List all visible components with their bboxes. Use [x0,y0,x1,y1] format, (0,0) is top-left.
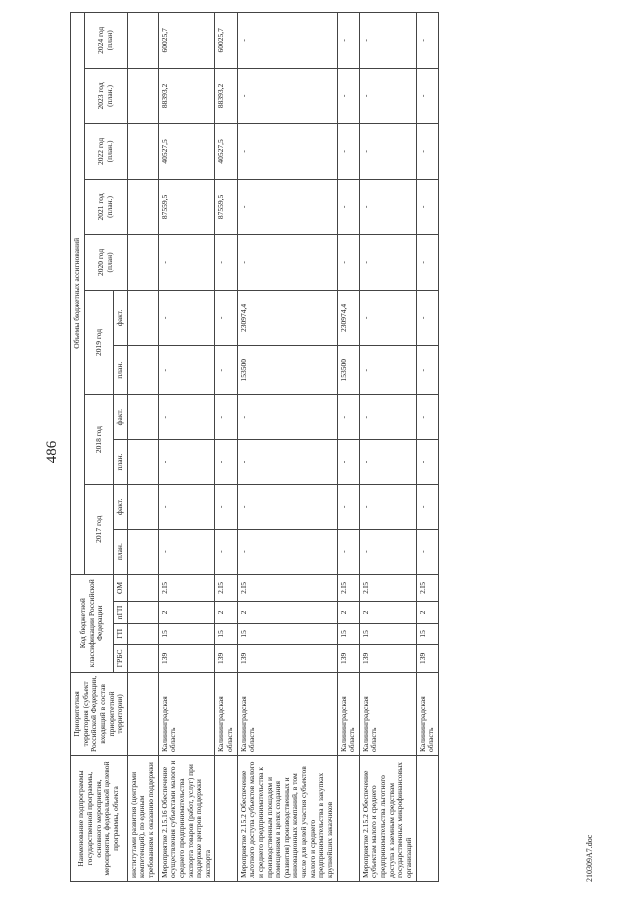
cell-value: - [158,484,215,529]
cell-value: - [416,440,438,485]
cell-value [127,290,158,346]
cell-value: - [416,529,438,574]
cell-name [337,756,359,882]
cell-territory: Калининградская область [158,672,215,755]
budget-table [70,12,439,882]
header-2019-fact: факт. [114,290,128,346]
cell-value: - [359,484,416,529]
cell-name [215,756,237,882]
cell-grbs: 139 [416,645,438,673]
cell-value: - [158,395,215,440]
cell-value: - [215,235,237,291]
header-2021: 2021 год (план.) [84,179,127,235]
header-grbs: ГРБС [114,645,128,673]
cell-value [127,124,158,180]
cell-om: 2.I5 [237,574,337,602]
cell-pgp: 2 [337,602,359,623]
cell-value: - [337,124,359,180]
cell-value: - [237,235,337,291]
cell-gp: 15 [215,623,237,644]
cell-value: - [416,395,438,440]
cell-value: - [359,68,416,124]
cell-name: Мероприятие 2.15.2 Обеспечение льготного доступа субъектов малого и среднего предпринимательства к производственным площадям и помещениям в целях создания (развития) производственных и инновационных компаний, в том числе для целей участия субъектов малого и среднего предпринимательства в закупках крупнейших заказчиков [237,756,337,882]
table-row [337,13,359,882]
cell-value: - [359,529,416,574]
footer-filename: 210309A7.doc [585,834,594,882]
cell-value: - [416,484,438,529]
cell-value: 60025,7 [215,13,237,69]
cell-gp: 15 [416,623,438,644]
document-page [40,2,600,902]
cell-pgp: 2 [237,602,337,623]
header-pgp: пГП [114,602,128,623]
cell-om: 2.I5 [158,574,215,602]
cell-value: - [215,346,237,395]
table-body [127,13,438,882]
header-2024: 2024 год (план) [84,13,127,69]
cell-grbs: 139 [359,645,416,673]
cell-value [127,440,158,485]
cell-value: 40527,5 [158,124,215,180]
cell-value: 153500 [337,346,359,395]
cell-territory [127,672,158,755]
cell-value: - [158,440,215,485]
cell-value: 88393,2 [158,68,215,124]
cell-pgp: 2 [158,602,215,623]
cell-value: 230974,4 [237,290,337,346]
cell-value: 88393,2 [215,68,237,124]
header-2017-fact: факт. [114,484,128,529]
cell-value: - [215,440,237,485]
cell-territory: Калининградская область [337,672,359,755]
table-row [215,13,237,882]
header-volumes: Объемы бюджетных ассигнований [71,13,85,575]
cell-value: - [416,346,438,395]
cell-value: - [416,290,438,346]
cell-value: - [337,529,359,574]
cell-value: 153500 [237,346,337,395]
table-header [71,13,128,882]
table-row [158,13,215,882]
cell-value [127,346,158,395]
header-2020: 2020 год (план) [84,235,127,291]
cell-grbs: 139 [337,645,359,673]
cell-value: 230974,4 [337,290,359,346]
cell-value: - [359,440,416,485]
table-row [237,13,337,882]
header-territory: Приоритетная территория (субъект Российской Федерации, входящий в состав приоритетной территории) [71,672,128,755]
cell-value: - [237,124,337,180]
cell-value: - [359,179,416,235]
cell-value: - [158,235,215,291]
table-row [127,13,158,882]
cell-value [127,68,158,124]
cell-value: - [416,235,438,291]
cell-om: 2.I5 [359,574,416,602]
cell-territory: Калининградская область [416,672,438,755]
cell-pgp [127,602,158,623]
cell-om [127,574,158,602]
cell-value: - [237,529,337,574]
cell-value [127,179,158,235]
cell-value: - [416,124,438,180]
cell-territory: Калининградская область [215,672,237,755]
cell-name: Мероприятие 2.15.2 Обеспечение субъектам малого и среднего предпринимательства льготного доступа к заемным средствам государственных микрофинансовых организаций [359,756,416,882]
cell-om: 2.I5 [215,574,237,602]
header-2019: 2019 год [84,290,114,395]
cell-value [127,529,158,574]
cell-value: - [237,179,337,235]
cell-value: - [158,346,215,395]
cell-value: - [215,529,237,574]
cell-value: - [237,68,337,124]
cell-value: - [359,290,416,346]
cell-value: - [237,440,337,485]
cell-value: - [337,484,359,529]
table-row [416,13,438,882]
cell-gp [127,623,158,644]
cell-territory: Калининградская область [359,672,416,755]
cell-value: 87559,5 [158,179,215,235]
cell-om: 2.I5 [337,574,359,602]
header-2022: 2022 год (план.) [84,124,127,180]
cell-value: - [337,440,359,485]
header-2017-plan: план. [114,529,128,574]
header-2018-fact: факт. [114,395,128,440]
cell-om: 2.I5 [416,574,438,602]
cell-pgp: 2 [215,602,237,623]
cell-value: - [158,290,215,346]
cell-value: - [416,13,438,69]
header-2018-plan: план. [114,440,128,485]
cell-value: - [359,13,416,69]
cell-value: - [337,235,359,291]
cell-gp: 15 [337,623,359,644]
cell-value: - [215,395,237,440]
cell-value: - [237,395,337,440]
cell-value [127,235,158,291]
cell-grbs: 139 [158,645,215,673]
cell-grbs: 139 [237,645,337,673]
cell-value: 40527,5 [215,124,237,180]
cell-territory: Калининградская область [237,672,337,755]
page-number: 486 [44,440,60,464]
header-gp: ГП [114,623,128,644]
cell-value: - [237,13,337,69]
cell-grbs [127,645,158,673]
cell-name [416,756,438,882]
cell-value [127,395,158,440]
cell-value: - [416,179,438,235]
cell-pgp: 2 [359,602,416,623]
cell-name: институтами развития (центрами компетенций), по единым требованиям к оказанию поддержки [127,756,158,882]
cell-pgp: 2 [416,602,438,623]
header-2017: 2017 год [84,484,114,574]
header-kbk: Код бюджетной классификации Российской Федерации [71,574,114,672]
cell-value: - [215,290,237,346]
cell-gp: 15 [359,623,416,644]
cell-grbs: 139 [215,645,237,673]
cell-value [127,484,158,529]
header-om: ОМ [114,574,128,602]
cell-value: - [237,484,337,529]
header-2023: 2023 год (план.) [84,68,127,124]
header-name: Наименование подпрограммы государственной программы, основного мероприятия, мероприятия, федеральной целевой программы, объекта [71,756,128,882]
cell-value: - [158,529,215,574]
cell-value: - [359,124,416,180]
cell-value: - [416,68,438,124]
cell-value: - [359,395,416,440]
cell-value: 87559,5 [215,179,237,235]
cell-value: - [337,395,359,440]
cell-value: - [359,235,416,291]
cell-value: - [337,13,359,69]
table-row [359,13,416,882]
cell-value: - [359,346,416,395]
cell-name: Мероприятие 2.15.16 Обеспечение осуществления субъектами малого и среднего предпринимательства экспорта товаров (работ, услуг) при поддержке центров поддержки экспорта [158,756,215,882]
cell-gp: 15 [158,623,215,644]
cell-value: - [337,68,359,124]
header-2019-plan: план. [114,346,128,395]
cell-value: - [337,179,359,235]
header-2018: 2018 год [84,395,114,485]
cell-gp: 15 [237,623,337,644]
cell-value: - [215,484,237,529]
cell-value: 60025,7 [158,13,215,69]
cell-value [127,13,158,69]
